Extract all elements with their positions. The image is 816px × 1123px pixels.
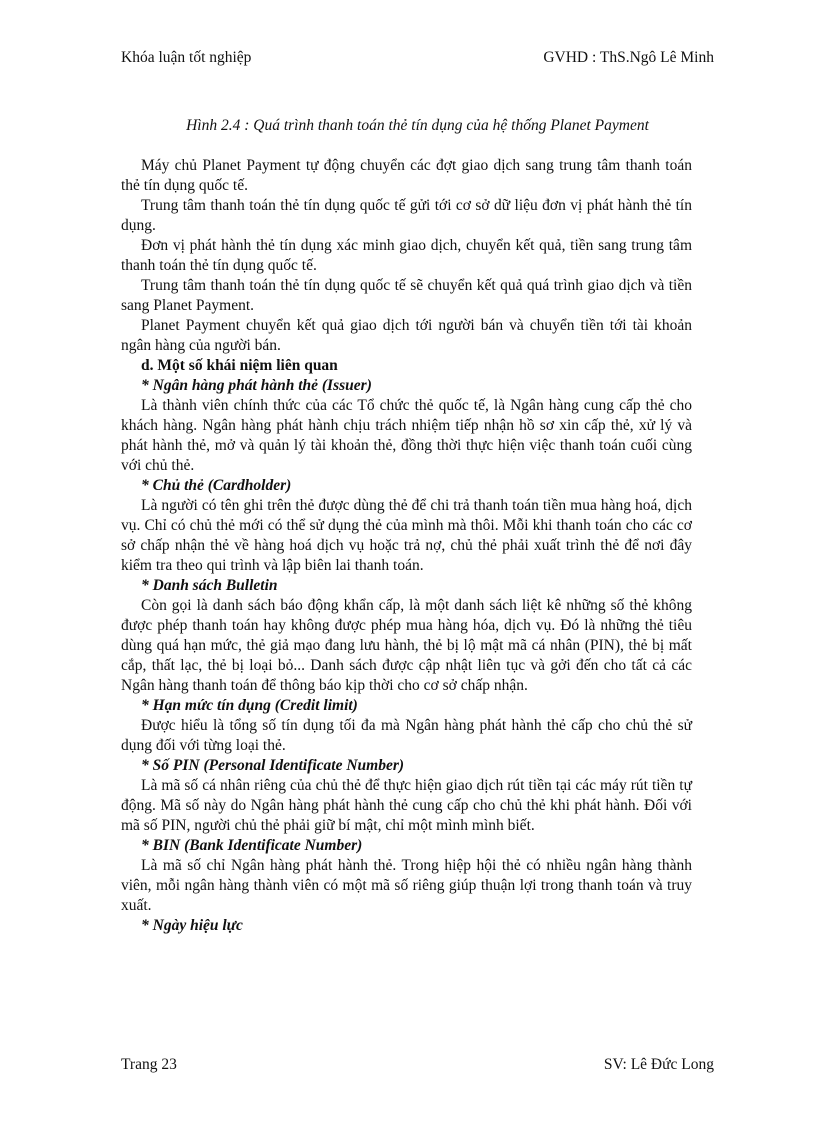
footer-page-number: Trang 23 (121, 1056, 177, 1073)
term-title-issuer: * Ngân hàng phát hành thẻ (Issuer) (141, 377, 372, 394)
page-header (121, 48, 714, 68)
term-text-credit-limit: Được hiểu là tổng số tín dụng tối đa mà Ngân hàng phát hành thẻ cấp cho chủ thẻ sử dụng đối với từng loại thẻ. (121, 717, 692, 754)
header-thesis-title: Khóa luận tốt nghiệp (121, 49, 252, 66)
page-body (121, 116, 692, 936)
term-title-pin: * Số PIN (Personal Identificate Number) (141, 757, 405, 774)
figure-caption: Hình 2.4 : Quá trình thanh toán thẻ tín dụng của hệ thống Planet Payment (186, 117, 649, 134)
page-footer (121, 1055, 714, 1075)
term-text-issuer: Là thành viên chính thức của các Tổ chức thẻ quốc tế, là Ngân hàng cung cấp thẻ cho khách hàng. Ngân hàng phát hành chịu trách nhiệm tiếp nhận hồ sơ xin cấp thẻ, xử lý và phát hành thẻ, mở và quản lý tài khoản thẻ, đồng thời thực hiện việc thanh toán cuối cùng với chủ thẻ. (121, 397, 692, 474)
flow-paragraph-4: Trung tâm thanh toán thẻ tín dụng quốc tế sẽ chuyển kết quả quá trình giao dịch và tiền sang Planet Payment. (121, 277, 692, 314)
term-title-credit-limit: * Hạn mức tín dụng (Credit limit) (141, 697, 358, 714)
term-title-bulletin: * Danh sách Bulletin (141, 577, 278, 594)
flow-paragraph-5: Planet Payment chuyển kết quả giao dịch tới người bán và chuyển tiền tới tài khoản ngân hàng của người bán. (121, 317, 692, 354)
term-title-effective-date: * Ngày hiệu lực (141, 917, 243, 934)
term-text-bulletin: Còn gọi là danh sách báo động khẩn cấp, là một danh sách liệt kê những số thẻ không được phép thanh toán hay không được phép mua hàng hóa, dịch vụ. Đó là những thẻ tiêu dùng quá hạn mức, thẻ giả mạo đang lưu hành, thẻ bị lộ mật mã cá nhân (PIN), thẻ bị mất cắp, thất lạc, thẻ bị loại bỏ... Danh sách được cập nhật liên tục và gởi đến cho tất cả các Ngân hàng thanh toán để thông báo kịp thời cho cơ sở chấp nhận. (121, 597, 692, 694)
term-text-bin: Là mã số chỉ Ngân hàng phát hành thẻ. Trong hiệp hội thẻ có nhiều ngân hàng thành viên, mỗi ngân hàng thành viên có một mã số riêng giúp thuận lợi trong thanh toán và truy xuất. (121, 857, 692, 914)
term-title-cardholder: * Chủ thẻ (Cardholder) (141, 477, 292, 494)
term-text-pin: Là mã số cá nhân riêng của chủ thẻ để thực hiện giao dịch rút tiền tại các máy rút tiền tự động. Mã số này do Ngân hàng phát hành thẻ cung cấp cho chủ thẻ khi phát hành. Đối với mã số PIN, người chủ thẻ phải giữ bí mật, chỉ một mình mình biết. (121, 777, 692, 834)
header-supervisor: GVHD : ThS.Ngô Lê Minh (543, 49, 714, 66)
flow-paragraph-2: Trung tâm thanh toán thẻ tín dụng quốc tế gửi tới cơ sở dữ liệu đơn vị phát hành thẻ tín dụng. (121, 197, 692, 234)
term-text-cardholder: Là người có tên ghi trên thẻ được dùng thẻ để chi trả thanh toán tiền mua hàng hoá, dịch vụ. Chỉ có chủ thẻ mới có thể sử dụng thẻ của mình mà thôi. Mỗi khi thanh toán cho các cơ sở chấp nhận thẻ về hàng hoá dịch vụ hoặc trả nợ, chủ thẻ phải xuất trình thẻ để nơi đây kiểm tra theo qui trình và lập biên lai thanh toán. (121, 497, 692, 574)
section-heading: d. Một số khái niệm liên quan (141, 357, 338, 374)
footer-student: SV: Lê Đức Long (603, 1056, 714, 1073)
term-title-bin: * BIN (Bank Identificate Number) (141, 837, 363, 854)
flow-paragraph-3: Đơn vị phát hành thẻ tín dụng xác minh giao dịch, chuyển kết quả, tiền sang trung tâm thanh toán thẻ tín dụng quốc tế. (121, 237, 692, 274)
flow-paragraph-1: Máy chủ Planet Payment tự động chuyển các đợt giao dịch sang trung tâm thanh toán thẻ tín dụng quốc tế. (121, 157, 692, 194)
